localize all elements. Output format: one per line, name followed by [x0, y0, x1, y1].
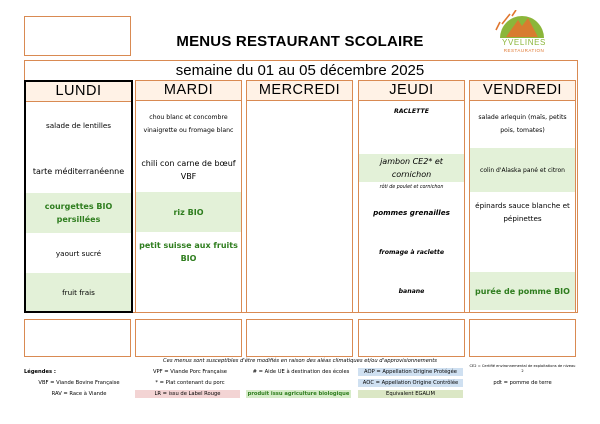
school-logo-placeholder [24, 16, 131, 56]
logo-mark-icon [488, 10, 560, 40]
day-column-lundi[interactable] [24, 80, 133, 313]
menu-item-laitage: petit suisse aux fruits BIO [139, 241, 238, 263]
legend-pdt: pdt = pomme de terre [493, 380, 552, 386]
menu-item-entree: salade de lentilles [45, 120, 112, 130]
menu-item-plat: tarte méditerranéenne [32, 166, 125, 176]
menu-item-dessert: purée de pomme BIO [470, 272, 575, 310]
menu-item-plat: colin d'Alaska pané et citron [470, 148, 575, 192]
legend-rav: RAV = Race à Viande [51, 391, 107, 397]
day-header-mercredi: MERCREDI [247, 81, 352, 101]
menu-item-plat-note: rôti de poulet et cornichon [379, 184, 444, 190]
day-column-mardi[interactable] [135, 80, 242, 313]
day-header-mardi: MARDI [136, 81, 241, 101]
menu-item-legume: épinards sauce blanche et pépinettes [475, 201, 570, 223]
day-column-vendredi[interactable] [469, 80, 576, 313]
menu-item-laitage: yaourt sucré [55, 248, 102, 258]
menu-item-legume: courgettes BIO persillées [26, 193, 131, 233]
menu-item-laitage: fromage à raclette [378, 248, 445, 256]
menu-item-dessert: fruit frais [26, 273, 131, 311]
logo-sub-text: RESTAURATION [503, 48, 545, 53]
bottom-box-mardi [135, 319, 242, 357]
day-header-vendredi: VENDREDI [470, 81, 575, 101]
menu-item-legume: pommes grenailles [373, 207, 450, 217]
legend-aop: AOP = Appellation Origine Protégée [358, 368, 463, 376]
menu-item-plat: chili con carne de bœuf VBF [141, 159, 236, 181]
menu-item-dessert: banane [398, 287, 425, 295]
legend-vbf: VBF = Viande Bovine Française [38, 380, 120, 386]
legend-title: Légendes : [24, 369, 56, 375]
legend-vpf: VPF = Viande Porc Française [153, 369, 227, 375]
yvelines-restauration-logo [488, 10, 560, 54]
legend-plat-porc: * = Plat contenant du porc [155, 380, 225, 386]
legend-egalim: Equivalent EGALIM [358, 390, 463, 398]
day-column-jeudi[interactable] [358, 80, 465, 313]
day-header-lundi: LUNDI [26, 82, 131, 102]
menu-item-entree: RACLETTE [394, 107, 429, 115]
bottom-box-mercredi [246, 319, 353, 357]
legend-bio: produit issu agriculture biologique [247, 391, 350, 397]
week-label: semaine du 01 au 05 décembre 2025 [175, 62, 425, 79]
day-column-mercredi[interactable] [246, 80, 353, 313]
legend-ce2: CE2 = Certifié environnemental de exploitations de niveau 2 [469, 364, 576, 373]
legend-aoc: AOC = Appellation Origine Contrôlée [358, 379, 463, 387]
menu-item-legume: riz BIO [136, 192, 241, 232]
day-header-jeudi: JEUDI [359, 81, 464, 101]
bottom-box-jeudi [358, 319, 465, 357]
menu-item-plat: jambon CE2* et cornichon [359, 154, 464, 182]
legend-aide-ue: # = Aide UE à destination des écoles [252, 369, 350, 375]
legend-label-rouge: LR = issu de Label Rouge [135, 390, 240, 398]
disclaimer: Ces menus sont susceptibles d'être modifiés en raison des aléas climatiques et/ou d'approvisionnements [163, 358, 437, 364]
menu-item-entree: chou blanc et concombre vinaigrette ou fromage blanc [143, 114, 234, 134]
page-title: MENUS RESTAURANT SCOLAIRE [176, 33, 424, 50]
bottom-box-vendredi [469, 319, 576, 357]
menu-item-entree: salade arlequin (maïs, petits pois, tomates) [478, 114, 567, 134]
bottom-box-lundi [24, 319, 131, 357]
logo-brand-text: YVELINES [502, 38, 546, 47]
